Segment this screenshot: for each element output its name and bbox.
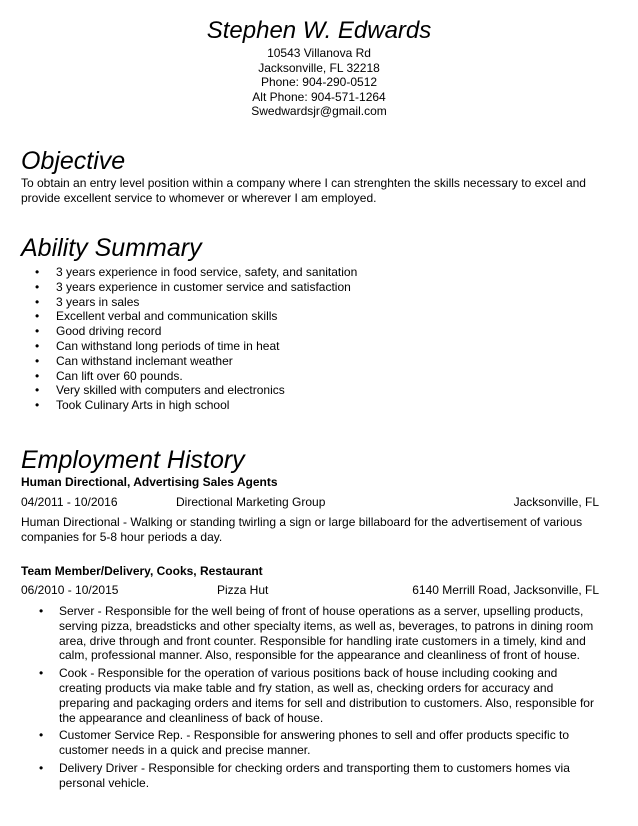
objective-text: To obtain an entry level position within a company where I can strenghten the skills necessary to excel and provide excellent service to whomever or wherever I am employed. <box>21 176 586 205</box>
ability-item: 3 years experience in customer service and satisfaction <box>56 279 351 294</box>
job-employer: Directional Marketing Group <box>176 495 326 509</box>
employment-history-heading: Employment History <box>21 446 245 474</box>
contact-block <box>0 46 638 119</box>
bullet-icon: • <box>39 728 44 743</box>
bullet-icon: • <box>35 338 40 353</box>
job-location: Jacksonville, FL <box>513 495 599 509</box>
email: Swedwardsjr@gmail.com <box>251 104 387 118</box>
bullet-icon: • <box>39 760 44 775</box>
list-item <box>35 383 595 398</box>
duty-text: Delivery Driver - Responsible for checking orders and transporting them to customers homes via personal vehicle. <box>59 760 570 790</box>
job-dates: 06/2010 - 10/2015 <box>21 583 119 597</box>
ability-item: 3 years experience in food service, safety, and sanitation <box>56 265 358 279</box>
job-dates: 04/2011 - 10/2016 <box>21 495 118 509</box>
list-item <box>35 354 595 369</box>
bullet-icon: • <box>39 604 44 618</box>
duty-text: Cook - Responsible for the operation of various positions back of house including cooking and creating products via make table and fry station, as well as, checking orders for accuracy and preparing and packaging orders and items for sell and distribution to customers. Also, responsible for the appearance and cleanliness of back of house. <box>59 666 594 725</box>
ability-list <box>35 265 595 413</box>
candidate-name: Stephen W. Edwards <box>206 17 432 44</box>
list-item <box>39 666 599 725</box>
job-location: 6140 Merrill Road, Jacksonville, FL <box>412 583 599 597</box>
list-item <box>35 280 595 295</box>
duty-text: Server - Responsible for the well being of front of house operations as a server, upselling products, serving pizza, breadsticks and other specialty items, as well as, beverages, to patrons in dining room area, drive through and front counter. Responsible for handling irate customers in a timely, kind and calm, professional manner. Also, responsible for the appearance and cleanliness of front of house. <box>59 604 594 663</box>
job-description: Human Directional - Walking or standing twirling a sign or large billaboard for the advertisement of various companies for 5-8 hour periods a day. <box>21 515 583 544</box>
bullet-icon: • <box>35 383 40 398</box>
bullet-icon: • <box>35 294 40 309</box>
objective-heading: Objective <box>21 147 126 175</box>
bullet-icon: • <box>35 309 40 324</box>
bullet-icon: • <box>39 666 44 681</box>
bullet-icon: • <box>35 368 40 383</box>
ability-item: Very skilled with computers and electronics <box>56 383 285 398</box>
list-item <box>39 728 599 758</box>
list-item <box>39 604 599 663</box>
duty-text: Customer Service Rep. - Responsible for answering phones to sell and offer products specific to customer needs in a quick and precise manner. <box>59 728 570 758</box>
ability-item: Can withstand long periods of time in heat <box>56 338 280 353</box>
list-item <box>35 265 595 280</box>
job-title: Team Member/Delivery, Cooks, Restaurant <box>21 564 263 578</box>
list-item <box>35 324 595 339</box>
ability-summary-heading: Ability Summary <box>21 234 202 262</box>
address-line-2: Jacksonville, FL 32218 <box>258 60 380 75</box>
ability-item: Good driving record <box>56 324 162 339</box>
ability-item: Can withstand inclemant weather <box>56 353 233 368</box>
bullet-icon: • <box>35 353 40 368</box>
list-item <box>39 761 599 791</box>
address-line-1: 10543 Villanova Rd <box>267 46 371 60</box>
alt-phone: Alt Phone: 904-571-1264 <box>252 89 386 104</box>
list-item <box>35 369 595 384</box>
list-item <box>35 295 595 310</box>
bullet-icon: • <box>35 265 40 279</box>
ability-item: Excellent verbal and communication skills <box>56 309 278 324</box>
job-title: Human Directional, Advertising Sales Agents <box>21 475 278 489</box>
ability-item: 3 years in sales <box>56 294 140 309</box>
ability-item: Took Culinary Arts in high school <box>56 398 230 413</box>
list-item <box>35 309 595 324</box>
duties-list <box>39 604 599 794</box>
list-item <box>35 339 595 354</box>
list-item <box>35 398 595 413</box>
phone: Phone: 904-290-0512 <box>260 75 378 89</box>
bullet-icon: • <box>35 279 40 294</box>
job-employer: Pizza Hut <box>217 583 269 597</box>
job-meta-row <box>21 495 599 510</box>
job-meta-row <box>21 583 599 598</box>
bullet-icon: • <box>35 398 40 413</box>
bullet-icon: • <box>35 324 40 339</box>
ability-item: Can lift over 60 pounds. <box>56 368 183 383</box>
